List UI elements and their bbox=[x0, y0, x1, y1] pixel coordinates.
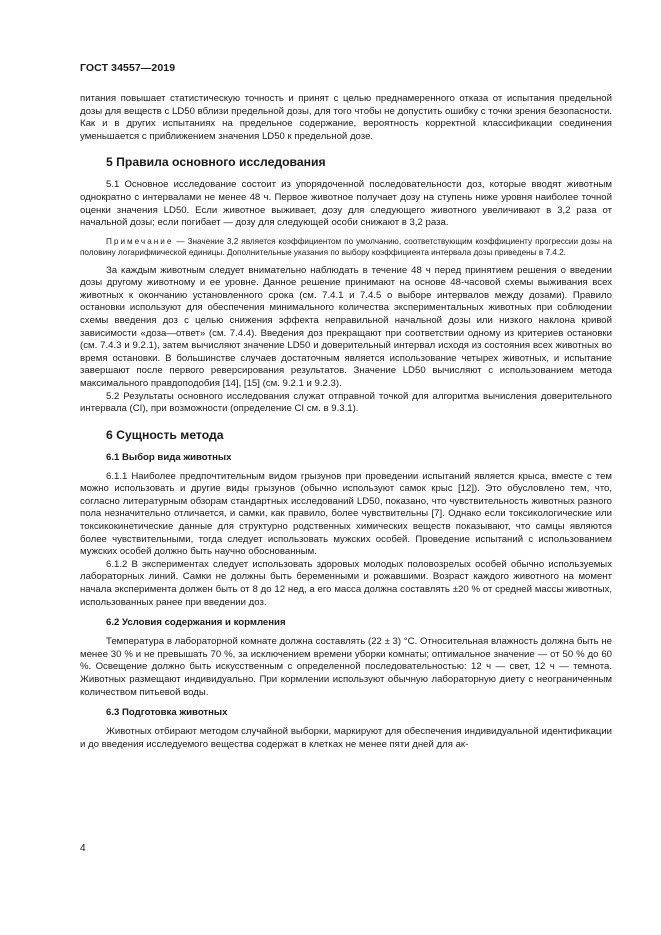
page-content bbox=[80, 93, 612, 751]
subsection-6-1-heading: 6.1 Выбор вида животных bbox=[106, 451, 232, 463]
note-label: Примечание bbox=[106, 236, 174, 246]
paragraph-5-2: 5.2 Результаты основного исследования служат отправной точкой для алгоритма вычисления доверительного интервала (CI), при возможности (определение CI см. в 9.3.1). bbox=[80, 390, 612, 415]
paragraph-6-1-1: 6.1.1 Наиболее предпочтительным видом грызунов при проведении испытаний является крыса, вместе с тем можно использовать и другие виды грызунов (обычно используют самок крыс [12]). Это обусловлено тем, что, согласно литературным обзорам стандартных исследований LD50, показано, что чувствительность животных разного пола незначительно отличается, и самки, как правило, более чувствительны [7]. Однако если токсикологические или токсикокинетические данные для структурно родственных химических веществ показывают, что самцы являются более чувствительными, тогда следует использовать мужских особей. Проведение испытаний с использованием мужских особей должно быть научно обоснованным. bbox=[80, 470, 612, 558]
subsection-6-2-heading: 6.2 Условия содержания и кормления bbox=[106, 617, 286, 629]
note-text: — Значение 3,2 является коэффициентом по умолчанию, соответствующим коэффициенту прогрессии дозы на половину логарифмической единицы. Дополнительные указания по выбору коэффициента интервала дозы приведены в 7.4.2. bbox=[80, 236, 612, 258]
paragraph-observation: За каждым животным следует внимательно наблюдать в течение 48 ч перед принятием решения о введении дозы другому животному и ее уровне. Данное решение принимают на основе 48-часовой схемы выживания всех животных к окончанию установленного срока (см. 7.4.1 и 7.4.5 о выборе интервалов между дозами). Правило остановки используют для обеспечения минимального количества экспериментальных животных при соблюдении схемы введения доз с целью снижения эффекта неправильной начальной дозы или низкого наклона кривой зависимости «доза—ответ» (см. 7.4.4). Введения доз прекращают при соответствии одному из критериев остановки (см. 7.4.3 и 9.2.1), затем вычисляют значение LD50 и доверительный интервал исходя из состояния всех животных во время остановки. В большинстве случаев достаточным является использование четырех животных, и испытание завершают после первого реверсирования результатов. Значение LD50 вычисляют с использованием метода максимального правдоподобия [14], [15] (см. 9.2.1 и 9.2.3). bbox=[80, 264, 612, 389]
intro-paragraph: питания повышает статистическую точность и принят с целью преднамеренного отказа от испытания предельной дозы для веществ с LD50 вблизи предельной дозы, для того чтобы не допустить ошибку с точки зрения безопасности. Как и в других испытаниях на предельное содержание, вероятность корректной классификации соединения уменьшается с приближением значения LD50 к предельной дозе. bbox=[80, 93, 612, 142]
section-6-heading: 6 Сущность метода bbox=[106, 427, 224, 442]
subsection-6-3-heading: 6.3 Подготовка животных bbox=[106, 707, 228, 719]
page-number: 4 bbox=[80, 843, 86, 854]
note-5-1 bbox=[80, 236, 612, 259]
paragraph-6-3: Животных отбирают методом случайной выборки, маркируют для обеспечения индивидуальной идентификации и до введения исследуемого вещества содержат в клетках не менее пяти дней для ак- bbox=[80, 726, 612, 750]
paragraph-6-1-2: 6.1.2 В экспериментах следует использовать здоровых молодых половозрелых особей обычно используемых лабораторных линий. Самки не должны быть беременными и рожавшими. Возраст каждого животного на момент начала эксперимента должен быть от 8 до 12 нед, а его масса должна составлять ±20 % от средней массы животных, использованных ранее при введении доз. bbox=[80, 558, 612, 608]
paragraph-6-2: Температура в лабораторной комнате должна составлять (22 ± 3) °С. Относительная влажность должна быть не менее 30 % и не превышать 70 %, за исключением времени уборки комнаты; оптимальное значение — от 50 % до 60 %. Освещение должно быть искусственным с определенной последовательностью: 12 ч — свет, 12 ч — темнота. Животных размещают индивидуально. При кормлении используют обычную лабораторную диету с неограниченным количеством питьевой воды. bbox=[80, 636, 612, 698]
section-5-heading: 5 Правила основного исследования bbox=[106, 155, 326, 170]
page-header: ГОСТ 34557—2019 bbox=[80, 62, 176, 74]
paragraph-5-1: 5.1 Основное исследование состоит из упорядоченной последовательности доз, которые вводят животным однократно с интервалами не менее 48 ч. Первое животное получает дозу на ступень ниже уровня наиболее точной оценки значения LD50. Если животное выживает, дозу для следующего животного увеличивают в 3,2 раза от начальной дозы; если погибает — дозу для следующей особи снижают в 3,2 раза. bbox=[80, 179, 612, 229]
